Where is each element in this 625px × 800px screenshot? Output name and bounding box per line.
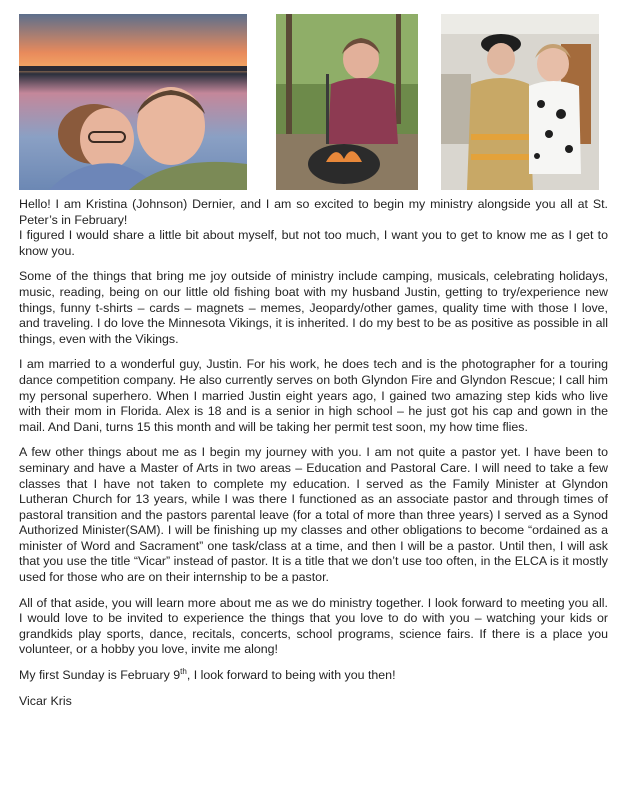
signature: Vicar Kris: [19, 693, 72, 708]
date-ordinal-suffix: th: [180, 666, 187, 676]
intro-line-1: Hello! I am Kristina (Johnson) Dernier, and I am so excited to begin my ministry alongside you all at St. Peter’s in February!: [19, 197, 608, 227]
firefighter-dalmatian-costume-photo: [441, 14, 599, 190]
intro-line-2: I figured I would share a little bit about myself, but not too much, I want you to get to know me as I get to know you.: [19, 228, 608, 258]
couple-lake-selfie-photo: [19, 14, 247, 190]
first-sunday-line: [19, 668, 608, 684]
first-sunday-text: My first Sunday is February 9: [19, 668, 181, 683]
photo-strip: [0, 14, 625, 190]
first-sunday-text-end: , I look forward to being with you then!: [186, 668, 396, 683]
campfire-cooking-photo: [276, 14, 418, 190]
joy-paragraph: Some of the things that bring me joy outside of ministry include camping, musicals, celebrating holidays, music, reading, being on our little old fishing boat with my husband Justin, getting to try/experience new things, funny t-shirts – cards – magnets – memes, Jeopardy/other games, quality time with those I love, and traveling. I do love the Minnesota Vikings, it is inherited. I do my best to be as positive as possible in all things, even with the Vikings.: [19, 269, 608, 346]
invitation-paragraph: All of that aside, you will learn more about me as we do ministry together. I look forward to meeting you all. I would love to be invited to experience the things that you love to do with you – watching your kids or grandkids play sports, dance, recitals, concerts, school programs, science fairs. If there is a place you volunteer, or a hobby you love, invite me along!: [19, 595, 608, 657]
letter-body: [19, 197, 608, 709]
education-paragraph: A few other things about me as I begin my journey with you. I am not quite a pastor yet. I have been to seminary and have a Master of Arts in two areas – Education and Pastoral Care. I will need to take a few classes that I have not taken to complete my education. I served as the Family Minister at Glyndon Lutheran Church for 13 years, while I was there I functioned as an associate pastor and through times of pastoral transition and the pastors parental leave (for a total of more than three years) I served as a Synod Authorized Minister(SAM). I will be finishing up my classes and other obligations to become “ordained as a minister of Word and Sacrament” one task/class at a time, and then I will be a pastor. Until then, I will ask that you use the title “Vicar” instead of pastor. It is a title that we don’t use too often, in the ELCA is it mostly used for those who are on their internship to be a pastor.: [19, 445, 608, 585]
family-paragraph: I am married to a wonderful guy, Justin. For his work, he does tech and is the photographer for a touring dance competition company. He also currently serves on both Glyndon Fire and Glyndon Rescue; I call him my personal superhero. When I married Justin eight years ago, I gained two amazing step kids who live with their mom in Florida. Alex is 18 and is a senior in high school – he just got his cap and gown in the mail. And Dani, turns 15 this month and will be taking her permit test soon, my how time flies.: [19, 357, 608, 434]
